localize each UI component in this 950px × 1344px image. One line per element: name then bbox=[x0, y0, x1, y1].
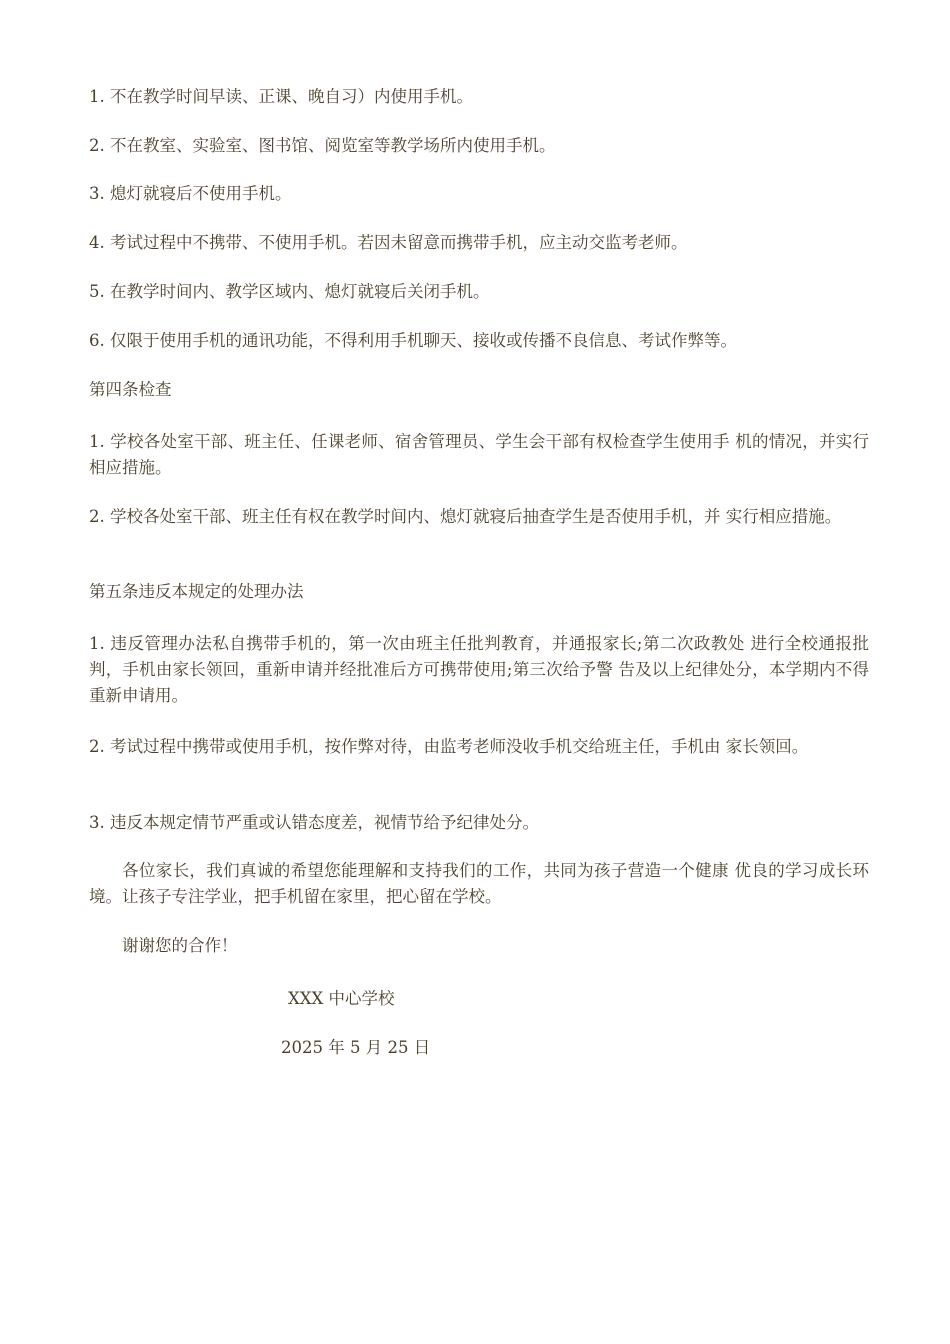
rule-item-5: 5. 在教学时间内、教学区域内、熄灯就寝后关闭手机。 bbox=[89, 282, 490, 301]
rule-item-4: 4. 考试过程中不携带、不使用手机。若因未留意而携带手机，应主动交监考老师。 bbox=[89, 233, 688, 252]
section4-item-1: 1. 学校各处室干部、班主任、任课老师、宿舍管理员、学生会干部有权检查学生使用手 机的情况，并实行相应措施。 bbox=[89, 432, 869, 477]
section4-item-2: 2. 学校各处室干部、班主任有权在教学时间内、熄灯就寝后抽查学生是否使用手机，并 实行相应措施。 bbox=[89, 507, 842, 526]
section5-item-1: 1. 违反管理办法私自携带手机的，第一次由班主任批判教育，并通报家长;第二次政教处 进行全校通报批判，手机由家长领回，重新申请并经批准后方可携带使用;第三次给予警 告及以上纪律处分，本学期内不得重新申请用。 bbox=[89, 634, 869, 705]
school-signature: XXX 中心学校 bbox=[288, 989, 395, 1008]
rule-item-2: 2. 不在教室、实验室、图书馆、阅览室等教学场所内使用手机。 bbox=[89, 136, 556, 155]
closing-paragraph: 各位家长，我们真诚的希望您能理解和支持我们的工作，共同为孩子营造一个健康 优良的学习成长环境。让孩子专注学业，把手机留在家里，把心留在学校。 bbox=[89, 861, 869, 906]
section4-heading: 第四条检查 bbox=[89, 380, 172, 399]
thanks-line: 谢谢您的合作！ bbox=[122, 936, 238, 955]
section5-heading: 第五条违反本规定的处理办法 bbox=[89, 582, 304, 601]
document-date: 2025 年 5 月 25 日 bbox=[281, 1038, 431, 1057]
section5-item-3: 3. 违反本规定情节严重或认错态度差，视情节给予纪律处分。 bbox=[89, 813, 539, 832]
rule-item-6: 6. 仅限于使用手机的通讯功能，不得利用手机聊天、接收或传播不良信息、考试作弊等。 bbox=[89, 331, 737, 350]
rule-item-3: 3. 熄灯就寝后不使用手机。 bbox=[89, 184, 292, 203]
rule-item-1: 1. 不在教学时间早读、正课、晚自习）内使用手机。 bbox=[89, 87, 473, 106]
section5-item-2: 2. 考试过程中携带或使用手机，按作弊对待，由监考老师没收手机交给班主任，手机由 家长领回。 bbox=[89, 737, 809, 756]
